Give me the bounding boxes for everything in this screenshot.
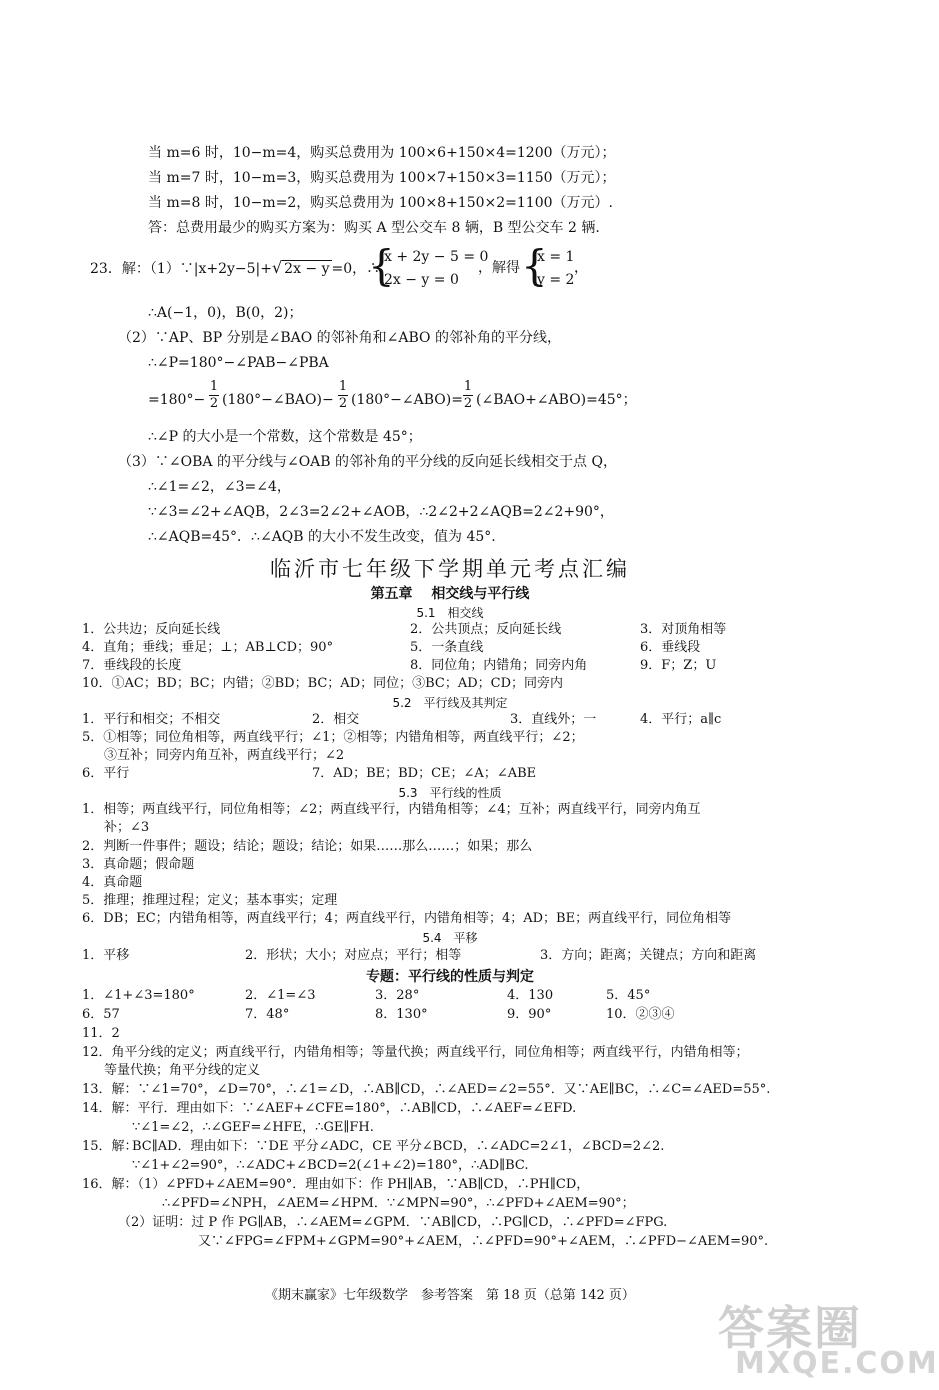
brace-left: { xyxy=(521,241,548,290)
answer-item: 15．解： xyxy=(82,1139,138,1154)
answer-item: 1．相等；两直线平行，同位角相等；∠2；两直线平行，内错角相等；∠4；互补；两直线平行，同旁内角互 xyxy=(82,802,701,817)
answer-item: 6．57 xyxy=(82,1007,120,1022)
text-line: (∠BAO+∠ABO)=45°； xyxy=(476,392,637,408)
answer-item: 6．DB；EC；内错角相等，两直线平行；4；两直线平行，内错角相等；4；AD；BE；两直线平行，同位角相等 xyxy=(82,911,732,926)
answer-item: 9．F；Z；U xyxy=(640,658,717,673)
topic-heading: 专题：平行线的性质与判定 xyxy=(366,969,534,985)
text-line: ∵∠3=∠2+∠AQB，2∠3=2∠2+∠AOB，∴2∠2+2∠AQB=2∠2+90°， xyxy=(148,504,614,520)
fraction-half: 1 2 xyxy=(209,379,219,411)
text-line: ∴∠1=∠2，∠3=∠4， xyxy=(148,479,291,495)
sqrt-radicand: 2x − y xyxy=(284,261,330,277)
answer-item: 14．解：平行．理由如下：∵∠AEF+∠CFE=180°，∴AB∥CD，∴∠AEF=∠EFD. xyxy=(82,1101,577,1116)
equation: x = 1 xyxy=(537,249,575,265)
page-footer: 《期末赢家》七年级数学 参考答案 第 18 页（总第 142 页） xyxy=(265,1288,635,1303)
text-line: ∴∠P=180°−∠PAB−∠PBA xyxy=(148,355,329,371)
answer-item: 12．角平分线的定义；两直线平行，内错角相等；等量代换；两直线平行，同位角相等；两直线平行，内错角相等； xyxy=(82,1045,749,1060)
text-line: ∴A(−1，0)，B(0，2)； xyxy=(148,305,303,321)
subsection-heading: 5.1 相交线 xyxy=(416,606,484,620)
text-line: 当 m=8 时，10−m=2，购买总费用为 100×8+150×2=1100（万元）. xyxy=(148,195,613,211)
q23-part1: 23．解：（1）∵|x+2y−5|+√ 2x − y =0，∴ xyxy=(90,258,381,277)
answer-item: 4．真命题 xyxy=(82,875,143,890)
answer-item: ∵∠1=∠2，∴∠GEF=∠HFE，∴GE∥FH. xyxy=(132,1120,374,1135)
sqrt-symbol: √ xyxy=(271,258,283,277)
chapter-heading: 第五章 相交线与平行线 xyxy=(370,586,530,602)
fraction-half: 1 2 xyxy=(463,379,473,411)
answer-item: 3．真命题；假命题 xyxy=(82,857,195,872)
text-line: （3）∵∠OBA 的平分线与∠OAB 的邻补角的平分线的反向延长线相交于点 Q， xyxy=(118,454,617,470)
answer-item: 又∵∠FPG=∠FPM+∠GPM=90°+∠AEM，∴∠PFD=90°+∠AEM，∴∠PFD−∠AEM=90°. xyxy=(198,1234,769,1249)
subsection-heading: 5.4 平移 xyxy=(422,931,478,945)
text-line: 答：总费用最少的购买方案为：购买 A 型公交车 8 辆，B 型公交车 2 辆. xyxy=(148,220,600,236)
answer-item: 9．90° xyxy=(507,1007,552,1022)
equation: y = 2 xyxy=(537,272,575,288)
answer-item: 1．公共边；反向延长线 xyxy=(82,622,221,637)
answer-item: ∵∠1+∠2=90°，∴∠ADC+∠BCD=2(∠1+∠2)=180°，∴AD∥BC. xyxy=(132,1158,529,1173)
answer-item: 2．形状；大小；对应点；平行；相等 xyxy=(245,948,462,963)
answer-item: 1．平移 xyxy=(82,948,130,963)
answer-item: 4．130 xyxy=(507,988,554,1003)
answer-item: ③互补；同旁内角互补，两直线平行；∠2 xyxy=(104,748,345,763)
answer-item: 16．解：（1）∠PFD+∠AEM=90°．理由如下：作 PH∥AB，∵AB∥CD，∴PH∥CD， xyxy=(82,1177,590,1192)
answer-item: 7．垂线段的长度 xyxy=(82,658,182,673)
watermark-url: MXQE.COM xyxy=(735,1346,939,1381)
answer-item: 10．①AC；BD；BC；内错；②BD；BC；AD；同位；③BC；AD；CD；同旁内 xyxy=(82,676,564,691)
answer-item: 3．对顶角相等 xyxy=(640,622,727,637)
equation: 2x − y = 0 xyxy=(384,272,459,288)
answer-item: 2．公共顶点；反向延长线 xyxy=(410,622,562,637)
answer-item: 5．一条直线 xyxy=(410,640,484,655)
brace-left: { xyxy=(368,241,395,290)
answer-item: 1．∠1+∠3=180° xyxy=(82,988,195,1003)
answer-item: 13．解：∵∠1=70°，∠D=70°，∴∠1=∠D，∴AB∥CD，∴∠AED=∠2=55°．又∵AE∥BC，∴∠C=∠AED=55°. xyxy=(82,1082,771,1097)
text-line: （2）∵AP、BP 分别是∠BAO 的邻补角和∠ABO 的邻补角的平分线， xyxy=(118,330,561,346)
answer-item: 7．AD；BE；BD；CE；∠A；∠ABE xyxy=(312,766,537,781)
answer-item: 11．2 xyxy=(82,1026,120,1041)
answer-item: 2．相交 xyxy=(312,712,360,727)
section-title: 临沂市七年级下学期单元考点汇编 xyxy=(270,557,630,581)
answer-item: 2．∠1=∠3 xyxy=(245,988,316,1003)
text-line: =180°− xyxy=(148,392,206,408)
text-line: (180°−∠ABO)= xyxy=(351,392,463,408)
answer-item: BC∥AD．理由如下：∵DE 平分∠ADC，CE 平分∠BCD，∴∠ADC=2∠1，∠BCD=2∠2. xyxy=(132,1139,665,1154)
answer-item: 2．判断一件事件；题设；结论；题设；结论；如果……那么……；如果；那么 xyxy=(82,839,533,854)
text-line: 当 m=6 时，10−m=4，购买总费用为 100×6+150×4=1200（万元）； xyxy=(148,145,616,161)
equation: x + 2y − 5 = 0 xyxy=(384,249,489,265)
answer-item: 6．平行 xyxy=(82,766,130,781)
answer-item: 3．方向；距离；关键点；方向和距离 xyxy=(540,948,757,963)
answer-item: 补；∠3 xyxy=(104,820,150,835)
answer-item: 1．平行和相交；不相交 xyxy=(82,712,221,727)
fraction-half: 1 2 xyxy=(338,379,348,411)
answer-item: 等量代换；角平分线的定义 xyxy=(104,1063,261,1078)
answer-item: ∴∠PFD=∠NPH，∠AEM=∠HPM．∵∠MPN=90°，∴∠PFD+∠AEM=90°； xyxy=(162,1196,635,1211)
text-line: ∴∠AQB=45°．∴∠AQB 的大小不发生改变，值为 45°. xyxy=(148,529,496,545)
answer-item: 3．直线外；一 xyxy=(510,712,597,727)
answer-item: 10．②③④ xyxy=(606,1007,675,1022)
answer-item: 8．同位角；内错角；同旁内角 xyxy=(410,658,588,673)
text-line: ∴∠P 的大小是一个常数，这个常数是 45°； xyxy=(148,429,422,445)
answer-item: 5．推理；推理过程；定义；基本事实；定理 xyxy=(82,893,338,908)
text-line: ，解得 xyxy=(478,260,520,276)
subsection-heading: 5.3 平行线的性质 xyxy=(398,786,502,800)
answer-item: 6．垂线段 xyxy=(640,640,701,655)
answer-item: 8．130° xyxy=(375,1007,428,1022)
answer-item: 3．28° xyxy=(375,988,420,1003)
answer-item: 5．①相等；同位角相等，两直线平行；∠1；②相等；内错角相等，两直线平行；∠2； xyxy=(82,730,584,745)
answer-item: 4．直角；垂线；垂足；⊥；AB⊥CD；90° xyxy=(82,640,334,655)
answer-item: 7．48° xyxy=(245,1007,290,1022)
answer-item: （2）证明：过 P 作 PG∥AB，∴∠AEM=∠GPM．∵AB∥CD，∴PG∥CD，∴∠PFD=∠FPG. xyxy=(118,1215,668,1230)
watermark-logo: 答案圈 xyxy=(718,1301,862,1355)
text-line: 当 m=7 时，10−m=3，购买总费用为 100×7+150×3=1150（万元）； xyxy=(148,170,616,186)
answer-item: 4．平行；a∥c xyxy=(640,712,722,727)
subsection-heading: 5.2 平行线及其判定 xyxy=(392,696,508,710)
text-line: (180°−∠BAO)− xyxy=(222,392,334,408)
answer-item: 5．45° xyxy=(606,988,651,1003)
text-line: ， xyxy=(574,260,588,276)
